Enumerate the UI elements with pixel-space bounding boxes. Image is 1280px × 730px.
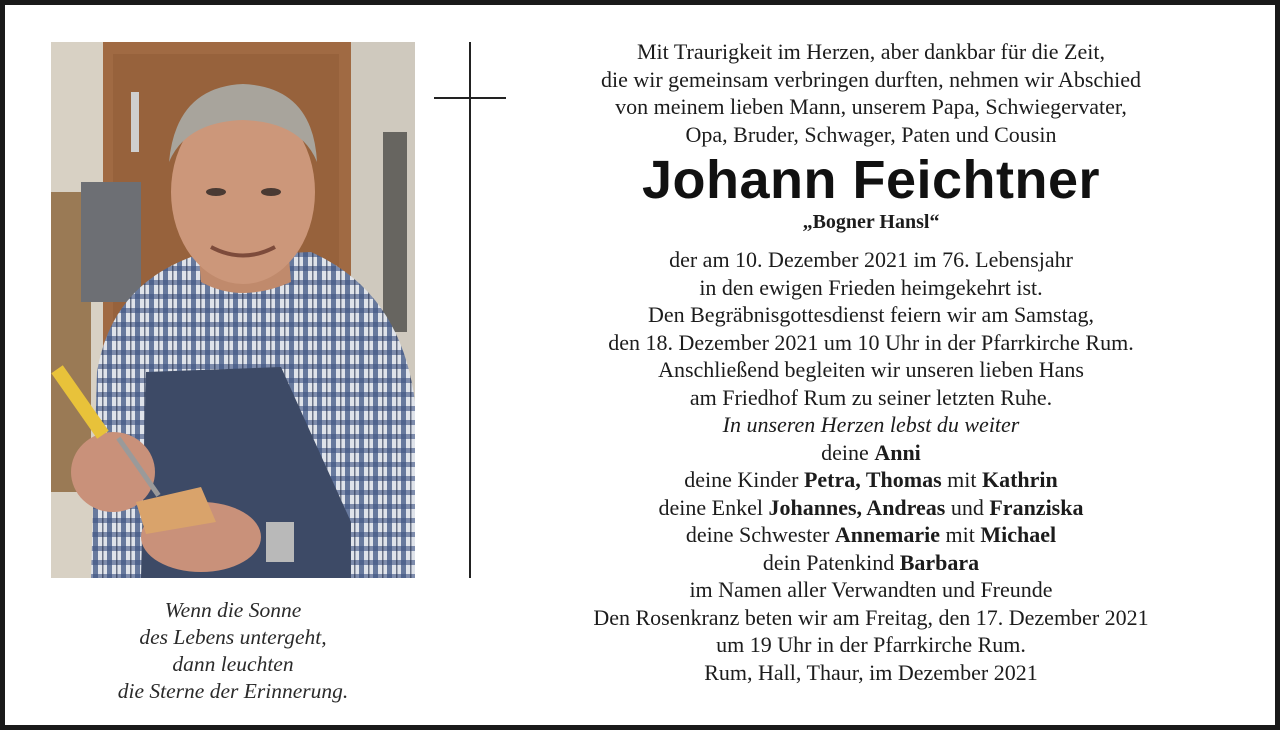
cross-icon xyxy=(469,42,471,578)
intro-line: die wir gemeinsam verbringen durften, nehmen wir Abschied xyxy=(600,66,1142,92)
intro-line: von meinem lieben Mann, unserem Papa, Schwiegervater, xyxy=(615,94,1127,119)
family-grandchildren xyxy=(510,494,1232,522)
sister-name: Annemarie xyxy=(834,522,941,547)
quote-line: die Sterne der Erinnerung. xyxy=(117,679,349,703)
funeral-line: am Friedhof Rum zu seiner letzten Ruhe. xyxy=(689,384,1053,410)
grandchildren-prefix: deine Enkel xyxy=(658,494,769,520)
sister-joiner: mit xyxy=(940,522,981,547)
sister-partner: Michael xyxy=(980,522,1057,547)
grandchildren-joiner: und xyxy=(945,494,990,520)
children-partner: Kathrin xyxy=(981,467,1058,492)
godchild-name: Barbara xyxy=(899,549,980,575)
children-names: Petra, Thomas xyxy=(803,467,942,492)
quote-line: des Lebens untergeht, xyxy=(139,625,327,649)
intro-line: Opa, Bruder, Schwager, Paten und Cousin xyxy=(685,121,1057,147)
grandchildren-names: Johannes, Andreas xyxy=(768,494,946,520)
wife-name: Anni xyxy=(874,439,921,465)
nickname: „Bogner Hansl“ xyxy=(802,211,940,233)
notice-text xyxy=(510,38,1232,686)
cross-icon-bar xyxy=(434,97,506,99)
rosary-line: um 19 Uhr in der Pfarrkirche Rum. xyxy=(716,632,1026,657)
family-children xyxy=(510,466,1232,494)
family-godchild xyxy=(510,549,1232,577)
death-line: in den ewigen Frieden heimgekehrt ist. xyxy=(699,274,1043,300)
funeral-line: den 18. Dezember 2021 um 10 Uhr in der Pfarrkirche Rum. xyxy=(608,329,1134,355)
family-wife xyxy=(510,439,1232,467)
deceased-name: Johann Feichtner xyxy=(641,150,1101,210)
children-prefix: deine Kinder xyxy=(684,467,804,492)
family-sister xyxy=(510,521,1232,549)
funeral-line: Den Begräbnisgottesdienst feiern wir am Samstag, xyxy=(647,302,1094,327)
godchild-prefix: dein Patenkind xyxy=(762,549,900,575)
memorial-quote xyxy=(51,597,415,705)
remembrance-line: In unseren Herzen lebst du weiter xyxy=(722,412,1020,437)
grandchildren-last: Franziska xyxy=(989,494,1084,520)
wife-prefix: deine xyxy=(821,439,875,465)
rosary-line: Den Rosenkranz beten wir am Freitag, den 17. Dezember 2021 xyxy=(593,604,1149,630)
quote-line: Wenn die Sonne xyxy=(164,598,302,622)
funeral-line: Anschließend begleiten wir unseren lieben Hans xyxy=(658,357,1084,382)
family-relatives: im Namen aller Verwandten und Freunde xyxy=(689,577,1053,602)
intro-line: Mit Traurigkeit im Herzen, aber dankbar für die Zeit, xyxy=(637,39,1105,64)
portrait-photo xyxy=(51,42,415,578)
children-joiner: mit xyxy=(941,467,982,492)
sister-prefix: deine Schwester xyxy=(685,522,835,547)
death-line: der am 10. Dezember 2021 im 76. Lebensjahr xyxy=(669,247,1073,272)
quote-line: dann leuchten xyxy=(172,652,294,676)
place-date: Rum, Hall, Thaur, im Dezember 2021 xyxy=(704,659,1038,685)
